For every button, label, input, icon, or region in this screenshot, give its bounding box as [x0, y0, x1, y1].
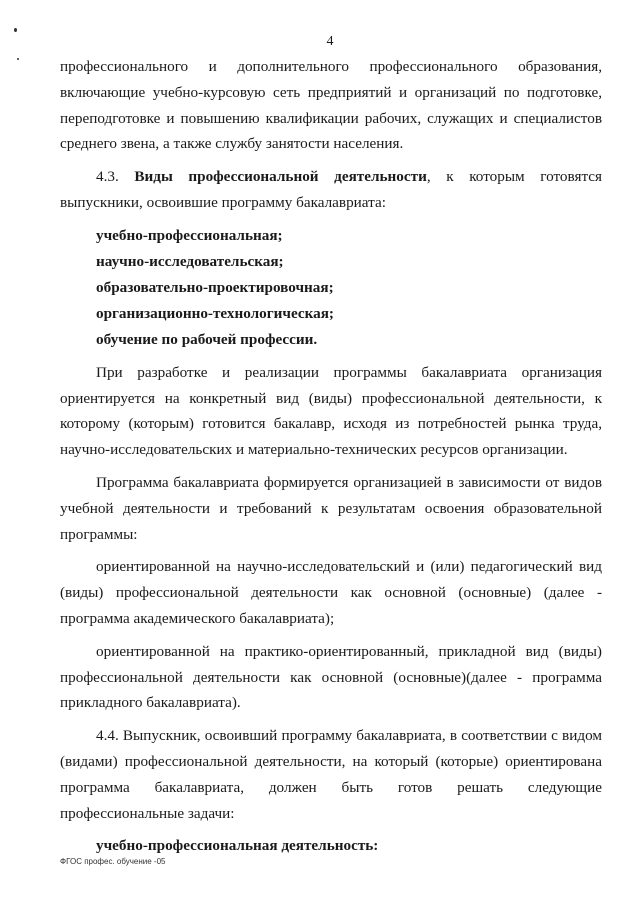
paragraph-4-4: 4.4. Выпускник, освоивший программу бакалавриата, в соответствии с видом (видами) профессиональной деятельности, на который (которые) ориентирована программа бакалавриата, должен быть готов решать следующие профессиональные задачи: — [60, 727, 602, 822]
scan-speck — [14, 28, 17, 32]
paragraph-activity-heading: учебно-профессиональная деятельность: — [96, 837, 379, 855]
paragraph-applied: ориентированной на практико-ориентированный, прикладной вид (виды) профессиональной деятельности как основной (основные)(далее - программа прикладного бакалавриата). — [60, 642, 602, 712]
list-item: учебно-профессиональная; — [96, 226, 283, 244]
paragraph-4-3 — [60, 164, 602, 216]
activity-list — [60, 223, 602, 353]
paragraph-formation: Программа бакалавриата формируется организацией в зависимости от видов учебной деятельности и требований к результатам освоения образовательной программы: — [60, 473, 602, 543]
scan-speck — [17, 58, 19, 60]
list-item: организационно-технологическая; — [96, 304, 334, 322]
section-heading-bold: Виды профессиональной деятельности — [134, 168, 427, 186]
paragraph-development: При разработке и реализации программы бакалавриата организация ориентируется на конкретный вид (виды) профессиональной деятельности, к которому (которым) готовится бакалавр, исходя из потребностей рынка труда, научно-исследовательских и материально-технических ресурсов организации. — [60, 363, 602, 459]
section-number: 4.3. — [96, 168, 119, 186]
list-item: образовательно-проектировочная; — [96, 278, 334, 296]
paragraph-1: профессионального и дополнительного профессионального образования, включающие учебно-курсовую сеть предприятий и организаций по подготовке, переподготовке и повышению квалификации рабочих, служащих и специалистов среднего звена, а также службу занятости населения. — [60, 58, 602, 153]
section-text: , к которым готовятся выпускники, освоившие программу бакалавриата: — [60, 168, 602, 211]
page-number: 4 — [326, 34, 334, 49]
document-body — [60, 54, 602, 859]
paragraph-academic: ориентированной на научно-исследовательский и (или) педагогический вид (виды) профессиональной деятельности как основной (основные) (далее - программа академического бакалавриата); — [60, 558, 602, 627]
footer-note: ФГОС профес. обучение -05 — [60, 857, 166, 866]
list-item: обучение по рабочей профессии. — [96, 330, 318, 348]
list-item: научно-исследовательская; — [96, 252, 284, 270]
